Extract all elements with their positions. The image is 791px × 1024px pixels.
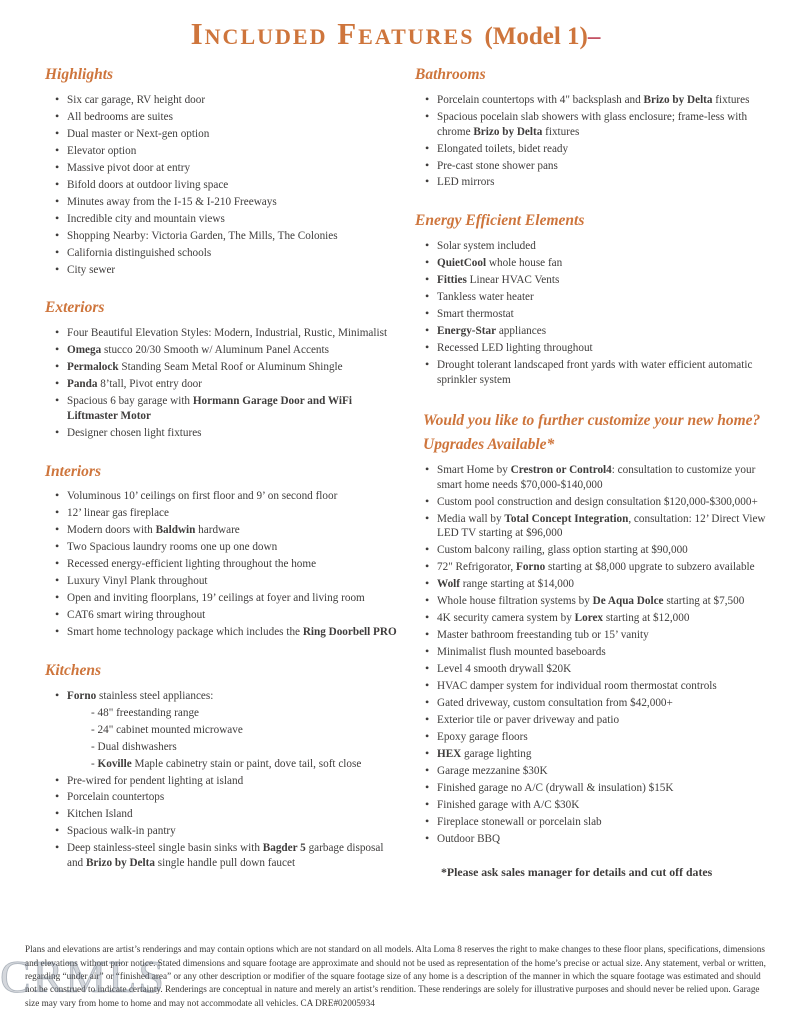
list-item: • Whole house filtration systems by De Aqua Dolce starting at $7,500 (437, 594, 781, 609)
section-heading: Energy Efficient Elements (415, 212, 585, 230)
list-item: • HVAC damper system for individual room thermostat controls (437, 679, 781, 694)
right-column (415, 66, 781, 902)
list-item: • Spacious 6 bay garage with Hormann Garage Door and WiFi Liftmaster Motor (67, 394, 399, 424)
section-heading: Bathrooms (415, 66, 486, 83)
list-item: • Fireplace stonewall or porcelain slab (437, 815, 781, 830)
list-item: • Finished garage with A/C $30K (437, 798, 781, 813)
list-item: • Bifold doors at outdoor living space (67, 178, 399, 193)
list-item: • Smart thermostat (437, 307, 781, 322)
list-item: • LED mirrors (437, 175, 781, 190)
section-highlights (45, 66, 399, 277)
feature-columns (0, 66, 791, 902)
list-item: • Solar system included (437, 239, 781, 254)
list-item: • All bedrooms are suites (67, 110, 399, 125)
list-item: • Two Spacious laundry rooms one up one down (67, 540, 399, 555)
feature-list (45, 93, 399, 277)
feature-list (45, 489, 399, 640)
feature-list (415, 463, 781, 847)
list-item: • Custom pool construction and design consultation $120,000-$300,000+ (437, 495, 781, 510)
section-heading-line: Would you like to further customize your new home? (423, 412, 761, 430)
list-item: • Wolf range starting at $14,000 (437, 577, 781, 592)
page-title (0, 0, 791, 52)
section-kitchens (45, 662, 399, 871)
list-item: • Incredible city and mountain views (67, 212, 399, 227)
list-item: • Smart home technology package which includes the Ring Doorbell PRO (67, 625, 399, 640)
list-item: • Four Beautiful Elevation Styles: Modern, Industrial, Rustic, Minimalist (67, 326, 399, 341)
list-item: • Voluminous 10’ ceilings on first floor and 9’ on second floor (67, 489, 399, 504)
list-item: • Shopping Nearby: Victoria Garden, The Mills, The Colonies (67, 229, 399, 244)
list-item: • Dual master or Next-gen option (67, 127, 399, 142)
title-main-text: Included Features (190, 16, 475, 51)
list-item: • Level 4 smooth drywall $20K (437, 662, 781, 677)
list-item: • Elevator option (67, 144, 399, 159)
list-item: • Tankless water heater (437, 290, 781, 305)
list-item: - 48" freestanding range (91, 706, 200, 719)
list-item: • Porcelain countertops with 4" backsplash and Brizo by Delta fixtures (437, 93, 781, 108)
section-heading: Kitchens (45, 661, 101, 679)
section-heading-line: Upgrades Available* (423, 435, 555, 453)
list-item: - Koville Maple cabinetry stain or paint, dove tail, soft close (91, 757, 362, 770)
list-item: • Recessed energy-efficient lighting throughout the home (67, 557, 399, 572)
list-item: • Media wall by Total Concept Integration, consultation: 12’ Direct View LED TV starting at $96,000 (437, 512, 781, 542)
section-heading: Highlights (45, 66, 114, 83)
list-item: • QuietCool whole house fan (437, 256, 781, 271)
feature-list (415, 93, 781, 190)
list-item: • HEX garage lighting (437, 747, 781, 762)
list-item: • 12’ linear gas fireplace (67, 506, 399, 521)
crmls-watermark: CRMLS (0, 951, 166, 1002)
list-item: • Master bathroom freestanding tub or 15’ vanity (437, 628, 781, 643)
section-heading: Exteriors (45, 299, 105, 317)
list-item: • Spacious walk-in pantry (67, 824, 399, 839)
list-item: - Dual dishwashers (91, 740, 177, 753)
list-item: • Pre-cast stone shower pans (437, 159, 781, 174)
list-item: • Luxury Vinyl Plank throughout (67, 574, 399, 589)
list-item: • Porcelain countertops (67, 790, 399, 805)
section-bathrooms (415, 66, 781, 190)
left-column (45, 66, 399, 902)
list-item: • Six car garage, RV height door (67, 93, 399, 108)
list-item: • Drought tolerant landscaped front yards with water efficient automatic sprinkler system (437, 358, 781, 388)
upgrades-footnote: *Please ask sales manager for details and cut off dates (441, 864, 713, 879)
feature-list (415, 239, 781, 387)
list-item: • CAT6 smart wiring throughout (67, 608, 399, 623)
list-item: • 4K security camera system by Lorex starting at $12,000 (437, 611, 781, 626)
section-interiors (45, 463, 399, 640)
section-energy-efficient-elements (415, 212, 781, 387)
list-item: • Minutes away from the I-15 & I-210 Freeways (67, 195, 399, 210)
section-heading (415, 409, 781, 456)
list-item: • Fitties Linear HVAC Vents (437, 273, 781, 288)
list-item: - 24" cabinet mounted microwave (91, 723, 243, 736)
list-item: • Minimalist flush mounted baseboards (437, 645, 781, 660)
list-item: • Finished garage no A/C (drywall & insulation) $15K (437, 781, 781, 796)
feature-list (45, 689, 399, 871)
list-item: • Forno stainless steel appliances: (67, 689, 399, 704)
list-item: • Deep stainless-steel single basin sinks with Bagder 5 garbage disposal and Brizo by Delta single handle pull down faucet (67, 841, 399, 871)
section-upgrades-available (415, 409, 781, 879)
list-item: • Massive pivot door at entry (67, 161, 399, 176)
list-item: • Pre-wired for pendent lighting at island (67, 774, 399, 789)
legal-disclaimer: Plans and elevations are artist’s renderings and may contain options which are not standard on all models. Alta Loma 8 reserves the right to make changes to these floor plans, specifications, dimensions and elevations without prior notice. Stated dimensions and square footage are approximate and should not be used as representation of the home’s precise or actual size. Any statement, verbal or written, regarding “under air” or “finished area” or any other description or modifier of the square footage size of any home is a description of the manner in which the square footage was estimated and should not be construed to indicate certainty. Renderings are conceptual in nature and merely an artist’s rendition. These renderings are solely for illustrative purposes and should never be relied upon. Garage size may vary from home to home and may not accommodate all vehicles. CA DRE#02005934 (25, 944, 766, 1008)
list-item: • Smart Home by Crestron or Control4: consultation to customize your smart home needs $70,000-$140,000 (437, 463, 781, 493)
list-item: • City sewer (67, 263, 399, 278)
list-item: • Elongated toilets, bidet ready (437, 142, 781, 157)
list-item: • Designer chosen light fixtures (67, 426, 399, 441)
list-item: • California distinguished schools (67, 246, 399, 261)
list-item: • Gated driveway, custom consultation from $42,000+ (437, 696, 781, 711)
list-item: • Omega stucco 20/30 Smooth w/ Aluminum Panel Accents (67, 343, 399, 358)
list-item: • Kitchen Island (67, 807, 399, 822)
section-exteriors (45, 299, 399, 440)
list-item: • Epoxy garage floors (437, 730, 781, 745)
title-model-label: (Model 1) (484, 23, 588, 50)
list-item: • 72" Refrigorator, Forno starting at $8,000 upgrate to subzero available (437, 560, 781, 575)
list-item: • Exterior tile or paver driveway and patio (437, 713, 781, 728)
list-item: • Modern doors with Baldwin hardware (67, 523, 399, 538)
list-item: • Outdoor BBQ (437, 832, 781, 847)
list-item: • Recessed LED lighting throughout (437, 341, 781, 356)
list-item: • Garage mezzanine $30K (437, 764, 781, 779)
list-item: • Panda 8’tall, Pivot entry door (67, 377, 399, 392)
list-item: • Energy-Star appliances (437, 324, 781, 339)
list-item: • Custom balcony railing, glass option starting at $90,000 (437, 543, 781, 558)
list-item: • Open and inviting floorplans, 19’ ceilings at foyer and living room (67, 591, 399, 606)
feature-list (45, 326, 399, 440)
title-dash: – (587, 23, 601, 50)
list-item: • Permalock Standing Seam Metal Roof or Aluminum Shingle (67, 360, 399, 375)
section-heading: Interiors (45, 462, 101, 480)
list-item: • Spacious pocelain slab showers with glass enclosure; frame-less with chrome Brizo by Delta fixtures (437, 110, 781, 140)
